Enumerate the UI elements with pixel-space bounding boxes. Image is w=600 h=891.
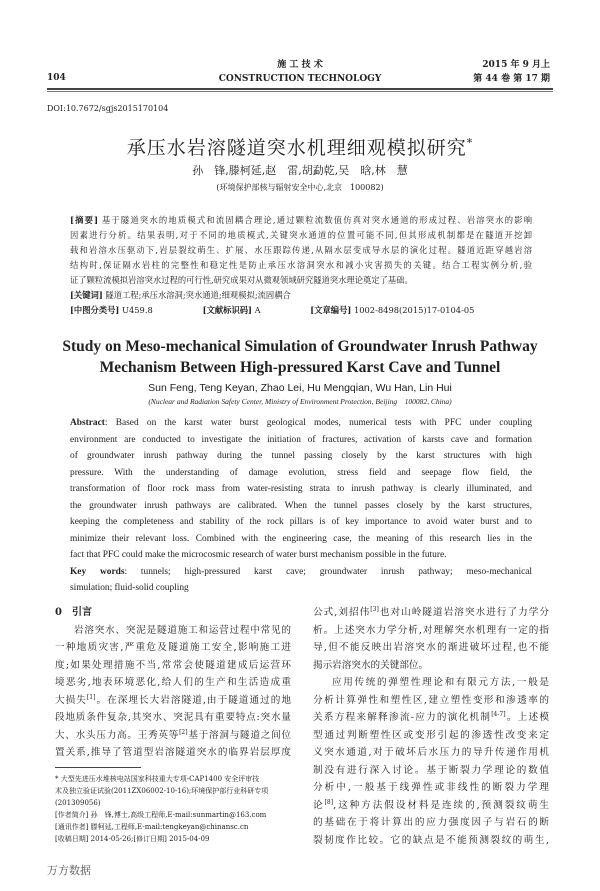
issue-info <box>465 58 550 86</box>
abstract-en-line: : Based on the karst water burst geological modes, numerical tests with PFC under coupling <box>104 418 532 428</box>
abstract-en-line: minimize their relevant loss. Combined with the engineering case, the meaning of this research lies in the <box>70 533 532 544</box>
abstract-en-line: environment are conducted to investigate the initiation of fractures, activation of karsts cave and formation <box>70 434 532 445</box>
body-text-line: 应用传统的弹塑性理论和有限元方法,一般是 <box>332 677 549 688</box>
body-text-line: 型通过判断塑性区或变形引起的渗透性改变来定 <box>313 729 549 741</box>
footnote-line: [收稿日期] 2014-05-26;[修订日期] 2015-04-09 <box>55 835 210 843</box>
abstract-en-line: transformation of floor rock mass from water-resisting strata to inrush pathway is clearly illuminated, and <box>70 484 532 494</box>
body-text-line: 境恶劣,地表环境恶化,给人们的生产和生活造成重 <box>55 677 291 688</box>
header-rule <box>47 88 553 92</box>
body-text-line: 关系方程来解释渗流-应力的演化机制[4-7]。上述模 <box>313 710 549 723</box>
affiliation-cn: (环境保护部核与辐射安全中心,北京 100082) <box>216 183 384 192</box>
body-text-line: 一种地质灾害,严重危及隧道施工安全,影响施工进 <box>55 642 291 653</box>
clc-value: U459.8 <box>121 305 153 315</box>
title-footnote-mark: * <box>466 136 474 150</box>
body-text-line: 析。上述突水力学分析,对理解突水机理有一定的指 <box>313 624 549 636</box>
body-text-line: 义突水通道,对于破坏后水压力的导升传递作用机 <box>313 747 549 758</box>
footnote-line: 术及独立验证试验(2011ZX06002-10-16);环境保护部行业科研专项 <box>55 787 269 795</box>
abstract-cn-line: 基于隧道突水的地质模式和流固耦合理论,通过颗粒流数值仿真对突水通道的形成过程、岩溶突水的影响 <box>101 215 532 225</box>
footnote <box>55 773 295 845</box>
title-en-line: Study on Meso-mechanical Simulation of Groundwater Inrush Pathway <box>62 338 538 355</box>
body-text-line: 的基础在于将计算出的应力强度因子与岩石的断 <box>313 817 549 828</box>
issue-volume: 第 44 卷 第 17 期 <box>473 74 550 84</box>
body-text-line: 段地质条件复杂,其突水、突泥具有重要特点:突水量 <box>55 712 291 723</box>
clc-label: [中图分类号] <box>70 305 120 315</box>
body-text-line: 导,但不能反映出岩溶突水的渐进破坏过程,也不能 <box>313 642 549 653</box>
journal-name-cn: 施 工 技 术 <box>277 60 323 70</box>
title-cn <box>0 136 600 160</box>
section-heading: 0 引言 <box>55 607 92 618</box>
abstract-en-line: keeping the completeness and stability of the rock pillars is of key importance to avoid water burst and to <box>70 517 532 527</box>
body-text-line: 制没有进行深入讨论。基于断裂力学理论的数值 <box>313 764 549 776</box>
body-text-line: 公式,刘招伟[3]也对山岭隧道岩溶突水进行了力学分 <box>313 605 549 618</box>
footnote-line: [作者简介] 孙 锋,博士,高级工程师,E-mail:sunmartin@163.com <box>55 811 267 819</box>
body-text-line: 度;如果处理措施不当,常常会使隧道建成后运营环 <box>55 659 291 671</box>
body-text-line: 分析计算弹性和塑性区,建立塑性变形和渗透率的 <box>313 694 549 706</box>
doi: DOI:10.7672/sgjs2015170104 <box>47 104 169 113</box>
footnote-line: (201309056) <box>55 799 101 807</box>
keywords-en-label: Key words <box>70 566 125 577</box>
body-text-line: 分析中,一般基于线弹性或非线性的断裂力学理 <box>313 782 549 793</box>
affiliation-en: (Nuclear and Radiation Safety Center, Ministry of Environment Protection, Beijing 100082, China) <box>148 397 452 406</box>
abstract-en <box>70 415 532 597</box>
doc-code-value: A <box>254 305 261 315</box>
body-text-line: 论[8],这种方法假设材料是连续的,预测裂纹萌生 <box>313 798 549 811</box>
abstract-cn-label: [摘要] <box>70 215 99 225</box>
issue-date: 2015 年 9 月上 <box>482 60 550 70</box>
authors-en: Sun Feng, Teng Keyan, Zhao Lei, Hu Mengqian, Wu Han, Lin Hui <box>148 382 452 394</box>
abstract-en-label: Abstract <box>70 418 105 428</box>
body-column-left <box>55 604 291 762</box>
classification-row <box>70 303 532 318</box>
footnote-line: [通讯作者] 滕柯延,工程师,E-mail:tengkeyan@chinansc.cn <box>55 823 249 831</box>
keywords-cn-text: 隧道工程;承压水溶洞;突水通道;细观模拟;流固耦合 <box>105 290 291 300</box>
abstract-en-line: the groundwater inrush pathways are calibrated. When the tunnel passes closely by the karst structures, <box>70 500 532 511</box>
keywords-en-text: : tunnels; high-pressured karst cave; groundwater inrush pathway; meso-mechanical <box>124 566 532 577</box>
journal-header <box>200 58 400 86</box>
abstract-cn-line: 载和岩溶水压驱动下,岩层裂纹萌生、扩展、水压跟踪传递,从隔水层变成导水层的演化过程。隧道近距穿越岩溶 <box>70 245 532 255</box>
abstract-en-line: of groundwater inrush pathway during the tunnel passing closely by the karst structures with high <box>70 451 532 461</box>
keywords-cn <box>70 288 532 303</box>
abstract-cn <box>70 213 532 318</box>
keywords-en-text: simulation; fluid-solid coupling <box>70 583 189 593</box>
abstract-en-line: fact that PFC could make the microcosmic research of water burst mechanism possible in the future. <box>70 550 447 560</box>
article-no-value: 1002-8498(2015)17-0104-05 <box>353 305 475 315</box>
body-text-line: 大损失[1]。在深埋长大岩溶隧道,由于隧道通过的地 <box>55 693 291 706</box>
abstract-cn-line: 结构时,保证隔水岩柱的完整性和稳定性是防止承压水溶洞突水和减小灾害损失的关键。结合工程实例分析,验 <box>70 260 532 270</box>
authors-cn: 孙 锋,滕柯延,赵 雷,胡勐乾,吴 晗,林 慧 <box>192 164 408 177</box>
body-text-line: 置关系,推导了管道型岩溶隧道突水的临界岩层厚度 <box>55 747 291 758</box>
title-en-line: Mechanism Between High-pressured Karst Cave and Tunnel <box>99 359 501 376</box>
abstract-cn-line: 因素进行分析。结果表明,对于不同的地质模式,关键突水通道的位置可能不同,但其形成机制都是在隧道开挖卸 <box>70 230 532 240</box>
abstract-en-line: pressure. With the understanding of damage evolution, stress field and seepage flow field, the <box>70 467 532 478</box>
body-text-line: 揭示岩溶突水的关键部位。 <box>313 659 429 671</box>
footnote-line: * 大型先进压水堆核电站国家科技重大专项-CAP1400 安全评审技 <box>55 775 260 783</box>
title-en <box>0 336 600 378</box>
page-number: 104 <box>47 73 66 83</box>
body-column-right <box>313 604 549 849</box>
watermark-text: 万方数据 <box>47 864 91 877</box>
keywords-cn-label: [关键词] <box>70 290 103 300</box>
article-no-label: [文章编号] <box>310 305 352 315</box>
footnote-rule <box>55 767 141 768</box>
body-text-line: 裂韧度作比较。它的缺点是不能预测裂纹的萌生, <box>313 834 549 846</box>
body-text-line: 岩溶突水、突泥是隧道施工和运营过程中常见的 <box>74 624 291 636</box>
journal-name-en: CONSTRUCTION TECHNOLOGY <box>218 74 382 84</box>
abstract-cn-line: 证了颗粒流模拟岩溶突水过程的可行性,研究成果对从微观领域研究隧道突水理论奠定了基础。 <box>70 275 413 285</box>
doc-code-label: [文献标识码] <box>202 305 252 315</box>
body-text-line: 大、水头压力高。王秀英等[2]基于溶洞与隧道之间位 <box>55 728 291 741</box>
title-cn-text: 承压水岩溶隧道突水机理细观模拟研究 <box>126 137 467 159</box>
